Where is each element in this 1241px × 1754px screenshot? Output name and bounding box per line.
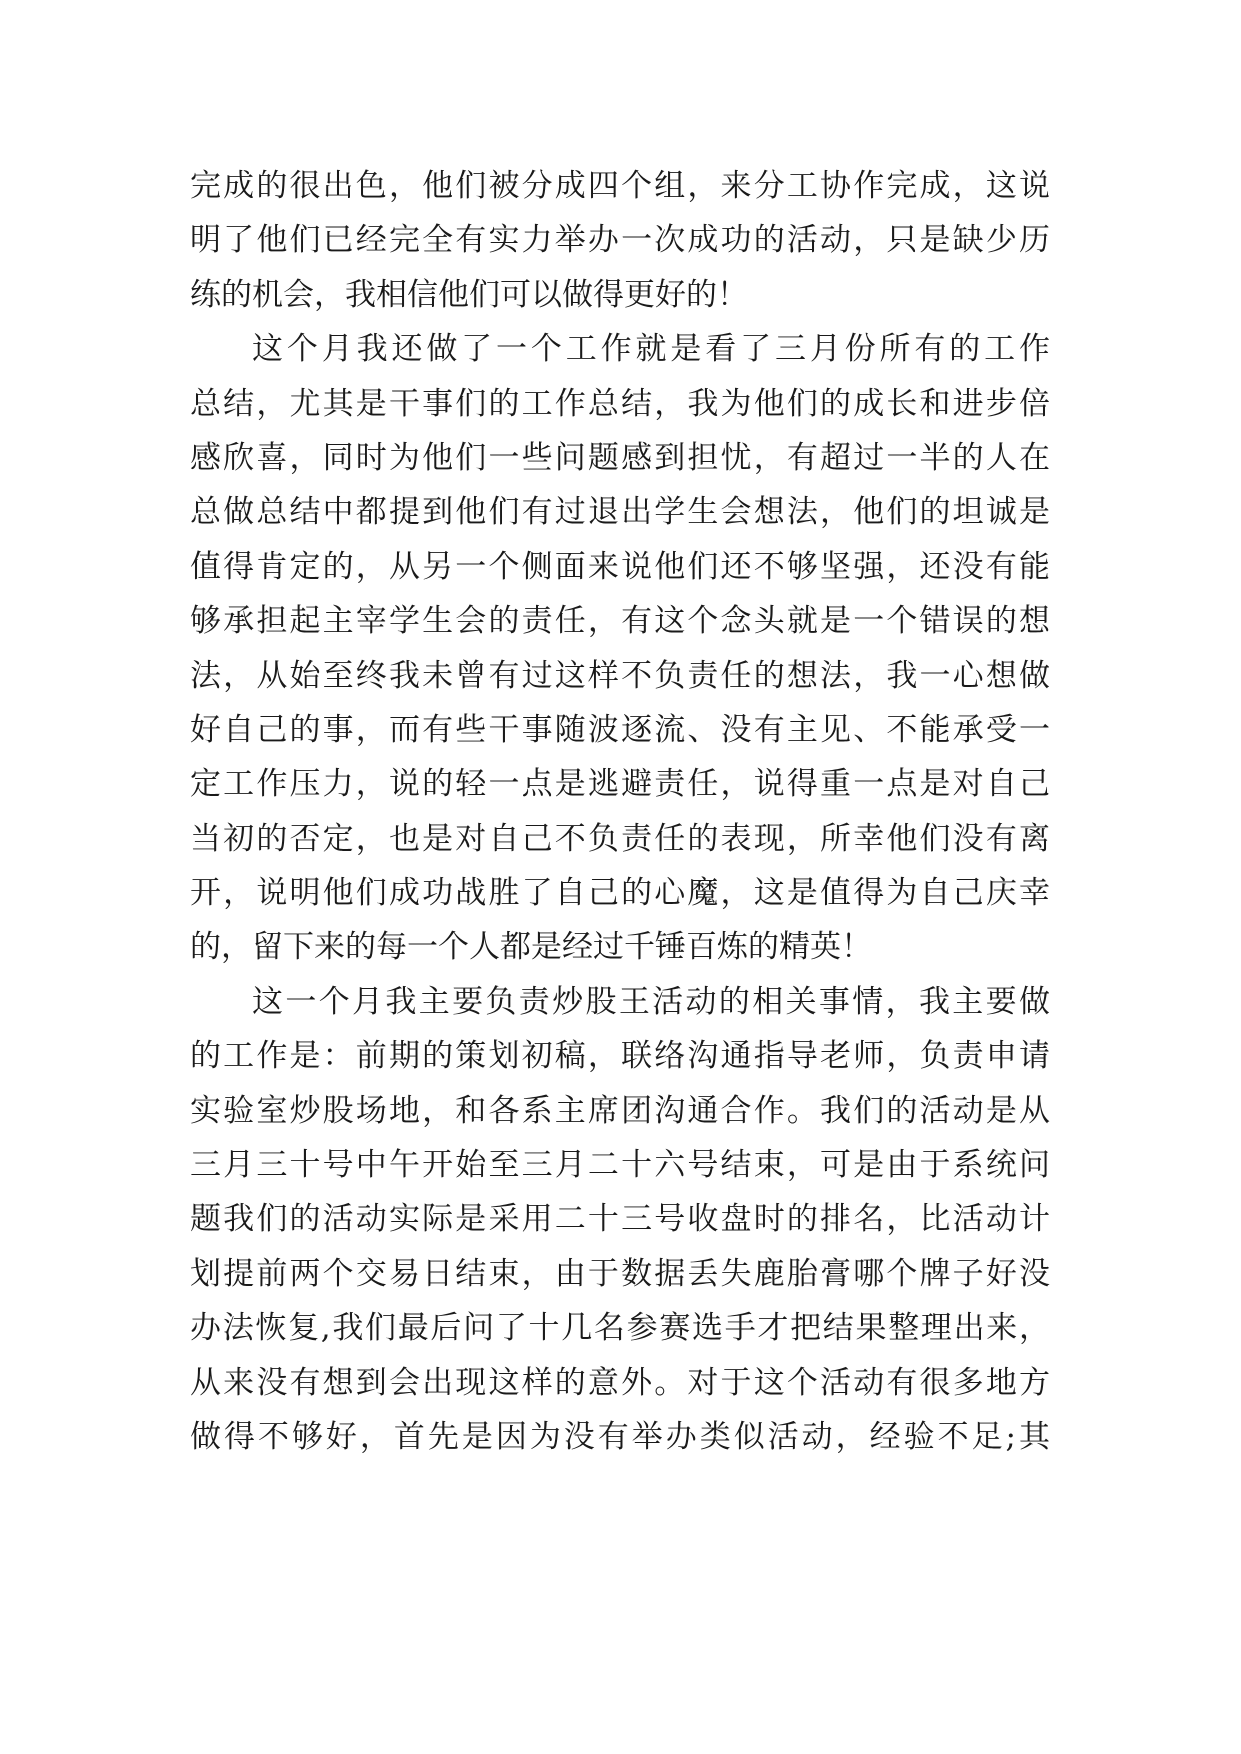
text-line: 这一个月我主要负责炒股王活动的相关事情，我主要做 (252, 983, 1050, 1020)
text-line: 办法恢复,我们最后问了十几名参赛选手才把结果整理出来， (190, 1310, 1050, 1347)
text-line: 实验室炒股场地，和各系主席团沟通合作。我们的活动是从 (190, 1092, 1050, 1129)
text-line: 的，留下来的每一个人都是经过千锤百炼的精英！ (190, 929, 872, 966)
text-line: 好自己的事，而有些干事随波逐流、没有主见、不能承受一 (190, 711, 1050, 748)
text-line: 明了他们已经完全有实力举办一次成功的活动，只是缺少历 (190, 222, 1050, 259)
text-line: 题我们的活动实际是采用二十三号收盘时的排名，比活动计 (190, 1201, 1050, 1238)
text-line: 做得不够好，首先是因为没有举办类似活动，经验不足;其 (190, 1418, 1050, 1455)
text-line: 开，说明他们成功战胜了自己的心魔，这是值得为自己庆幸 (190, 875, 1050, 912)
body-text (190, 159, 1050, 1464)
text-line: 值得肯定的，从另一个侧面来说他们还不够坚强，还没有能 (190, 548, 1050, 585)
text-line: 完成的很出色，他们被分成四个组，来分工协作完成，这说 (190, 168, 1050, 204)
text-line: 划提前两个交易日结束，由于数据丢失鹿胎膏哪个牌子好没 (190, 1255, 1050, 1292)
text-line: 感欣喜，同时为他们一些问题感到担忧，有超过一半的人在 (190, 439, 1050, 476)
text-line: 练的机会，我相信他们可以做得更好的！ (190, 276, 748, 313)
text-line: 总结，尤其是干事们的工作总结，我为他们的成长和进步倍 (190, 385, 1050, 422)
text-line: 当初的否定，也是对自己不负责任的表现，所幸他们没有离 (190, 820, 1050, 857)
text-line: 够承担起主宰学生会的责任，有这个念头就是一个错误的想 (190, 603, 1050, 640)
text-line: 定工作压力，说的轻一点是逃避责任，说得重一点是对自己 (190, 766, 1050, 803)
text-line: 总做总结中都提到他们有过退出学生会想法，他们的坦诚是 (190, 494, 1050, 531)
text-line: 三月三十号中午开始至三月二十六号结束，可是由于系统问 (190, 1147, 1050, 1184)
text-line: 从来没有想到会出现这样的意外。对于这个活动有很多地方 (190, 1364, 1050, 1401)
text-line: 法，从始至终我未曾有过这样不负责任的想法，我一心想做 (190, 657, 1050, 694)
text-line: 的工作是：前期的策划初稿，联络沟通指导老师，负责申请 (190, 1038, 1050, 1075)
text-line: 这个月我还做了一个工作就是看了三月份所有的工作 (252, 331, 1050, 368)
